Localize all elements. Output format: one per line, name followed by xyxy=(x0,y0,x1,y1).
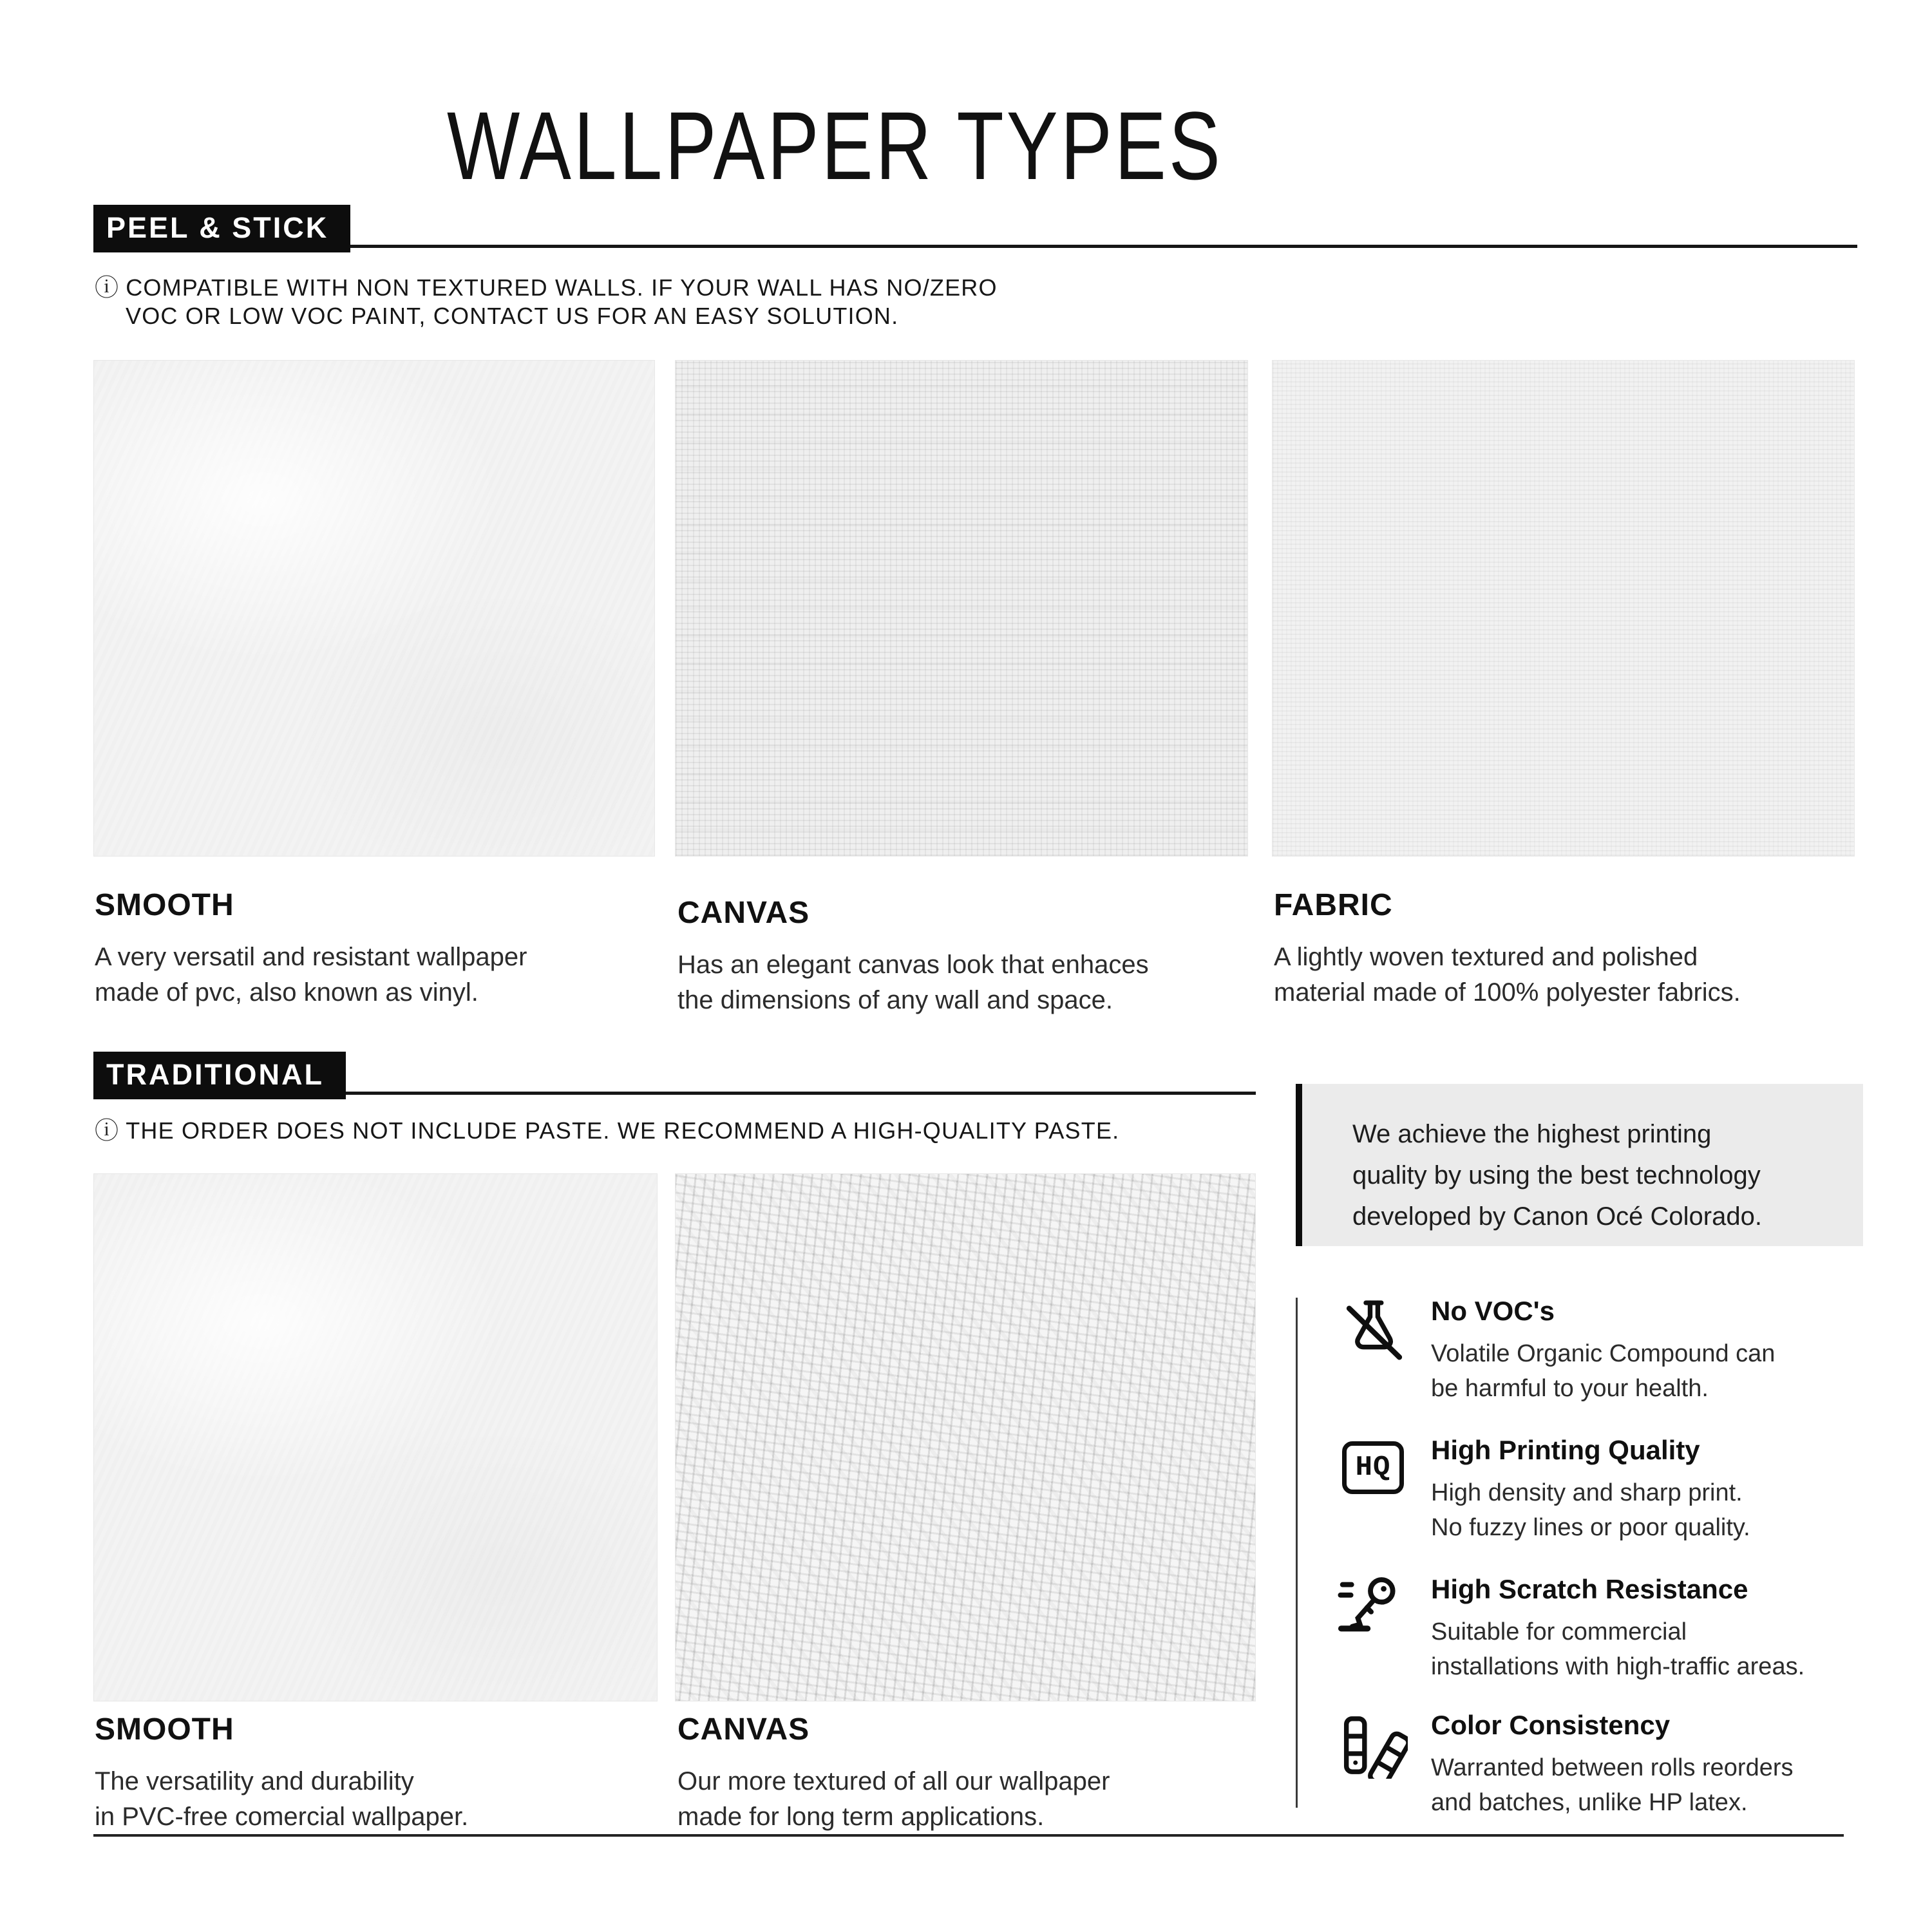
type-description xyxy=(677,947,1149,1018)
info-icon: ⓘ xyxy=(95,274,120,301)
desc-line: installations with high-traffic areas. xyxy=(1431,1653,1805,1680)
feature-high-scratch-resistance xyxy=(1431,1574,1804,1685)
type-description xyxy=(1274,940,1741,1010)
desc-line: Our more textured of all our wallpaper xyxy=(677,1767,1110,1795)
type-card-canvas-traditional xyxy=(677,1712,1110,1835)
feature-high-printing-quality xyxy=(1431,1435,1750,1546)
feature-description xyxy=(1431,1751,1794,1821)
smooth-texture-swatch-traditional xyxy=(93,1173,658,1701)
feature-title: Color Consistency xyxy=(1431,1710,1671,1740)
page-title: WALLPAPER TYPES xyxy=(447,91,1223,200)
desc-line: Volatile Organic Compound can xyxy=(1431,1340,1776,1367)
type-card-fabric-peel-stick xyxy=(1274,887,1741,1010)
traditional-note-line1: ⓘ THE ORDER DOES NOT INCLUDE PASTE. WE RECOMMEND A HIGH-QUALITY PASTE. xyxy=(95,1117,1120,1144)
feature-description xyxy=(1431,1476,1750,1546)
type-description xyxy=(95,1764,468,1835)
traditional-section-label: TRADITIONAL xyxy=(93,1052,346,1099)
desc-line: High density and sharp print. xyxy=(1431,1479,1743,1506)
type-name: SMOOTH xyxy=(95,888,234,922)
info-icon: ⓘ xyxy=(95,1117,120,1144)
desc-line: Has an elegant canvas look that enhaces xyxy=(677,951,1149,979)
desc-line: A lightly woven textured and polished xyxy=(1274,943,1698,971)
desc-line: No fuzzy lines or poor quality. xyxy=(1431,1513,1750,1541)
desc-line: Warranted between rolls reorders xyxy=(1431,1754,1794,1781)
type-name: SMOOTH xyxy=(95,1712,234,1747)
desc-line: be harmful to your health. xyxy=(1431,1374,1709,1402)
feature-description xyxy=(1431,1337,1775,1406)
type-description xyxy=(95,940,527,1010)
type-name: CANVAS xyxy=(677,1712,810,1747)
desc-line: A very versatil and resistant wallpaper xyxy=(95,943,527,971)
feature-color-consistency xyxy=(1431,1710,1794,1821)
footer-rule xyxy=(93,1834,1844,1837)
traditional-note xyxy=(95,1116,1119,1145)
feature-no-vocs xyxy=(1431,1296,1775,1406)
desc-line: made of pvc, also known as vinyl. xyxy=(95,978,478,1007)
desc-line: in PVC-free comercial wallpaper. xyxy=(95,1803,469,1832)
desc-line: and batches, unlike HP latex. xyxy=(1431,1788,1748,1816)
desc-line: The versatility and durability xyxy=(95,1767,414,1795)
peel-stick-note-line2: VOC OR LOW VOC PAINT, CONTACT US FOR AN EASY SOLUTION. xyxy=(126,303,899,330)
hq-badge-icon xyxy=(1342,1441,1404,1494)
type-description xyxy=(677,1764,1110,1835)
peel-stick-section-label: PEEL & STICK xyxy=(93,205,350,252)
hq-badge-label: HQ xyxy=(1355,1452,1391,1484)
callout-line: quality by using the best technology xyxy=(1352,1161,1761,1189)
feature-title: High Printing Quality xyxy=(1431,1435,1700,1465)
print-quality-callout xyxy=(1296,1084,1863,1246)
desc-line: material made of 100% polyester fabrics. xyxy=(1274,978,1741,1007)
peel-stick-note-line1: ⓘ COMPATIBLE WITH NON TEXTURED WALLS. IF YOUR WALL HAS NO/ZERO xyxy=(95,274,998,301)
peel-stick-section-rule xyxy=(93,245,1857,248)
features-divider-line xyxy=(1296,1298,1298,1808)
desc-line: the dimensions of any wall and space. xyxy=(677,986,1113,1015)
rough-canvas-texture-swatch-traditional xyxy=(675,1173,1256,1701)
smooth-texture-swatch-peel-stick xyxy=(93,360,655,857)
no-voc-flask-icon xyxy=(1341,1294,1408,1361)
type-card-canvas-peel-stick xyxy=(677,895,1149,1018)
fabric-texture-swatch-peel-stick xyxy=(1272,360,1855,857)
desc-line: Suitable for commercial xyxy=(1431,1618,1687,1645)
color-swatches-icon xyxy=(1341,1712,1408,1779)
desc-line: made for long term applications. xyxy=(677,1803,1045,1832)
callout-line: We achieve the highest printing xyxy=(1352,1120,1712,1148)
type-name: CANVAS xyxy=(677,896,810,930)
canvas-texture-swatch-peel-stick xyxy=(675,360,1248,857)
peel-stick-note xyxy=(95,273,998,330)
feature-title: High Scratch Resistance xyxy=(1431,1574,1748,1604)
feature-description xyxy=(1431,1615,1804,1685)
type-card-smooth-peel-stick xyxy=(95,887,527,1010)
feature-title: No VOC's xyxy=(1431,1296,1555,1326)
type-card-smooth-traditional xyxy=(95,1712,468,1835)
key-scratch-icon xyxy=(1337,1571,1404,1638)
type-name: FABRIC xyxy=(1274,888,1393,922)
callout-line: developed by Canon Océ Colorado. xyxy=(1352,1202,1762,1231)
